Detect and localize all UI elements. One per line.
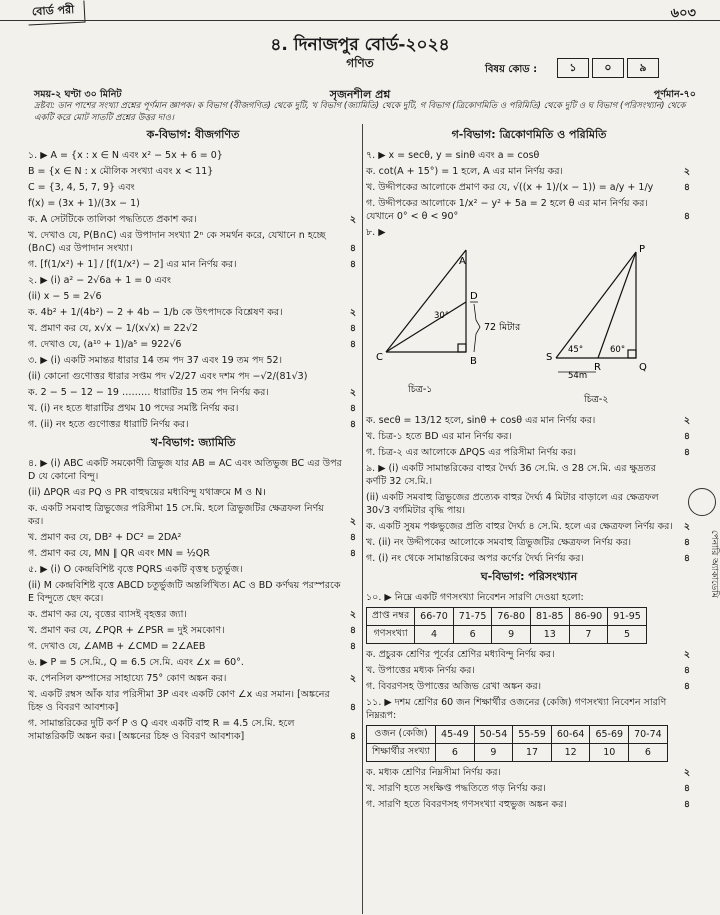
table-cell: 12 (551, 744, 590, 762)
table-cell: 76-80 (492, 608, 531, 626)
question-stem: B = {x ∈ N : x মৌলিক সংখ্যা এবং x < 11} (28, 166, 214, 177)
question-stem: f(x) = (3x + 1)/(3x − 1) (28, 198, 140, 209)
table-cell: 10 (590, 744, 629, 762)
table-cell: 9 (492, 626, 531, 644)
table-row (367, 626, 647, 644)
table-cell: 71-75 (453, 608, 492, 626)
table-cell: 91-95 (608, 608, 647, 626)
question-stem: ৪. ▶ (i) ABC একটি সমকোণী ত্রিভুজ যার AB = AC এবং অতিভুজ BC এর উপর D যে কোনো বিন্দু। (28, 458, 342, 482)
sub-question: ক. cot(A + 15°) = 1 হলে, A এর মান নির্ণয় কর। ২ (366, 166, 690, 177)
code-digit: ১ (557, 58, 589, 78)
table-cell: 55-59 (513, 726, 552, 744)
sub-question: ক. মধ্যক শ্রেণির নিম্নসীমা নির্ণয় কর। ২ (366, 767, 690, 778)
table-cell: 60-64 (551, 726, 590, 744)
table-cell: 70-74 (629, 726, 668, 744)
board-title: ৪. দিনাজপুর বোর্ড-২০২৪ (270, 35, 450, 55)
fig2-angle-1: 45° (568, 345, 584, 355)
figure-1 (386, 250, 480, 352)
figures (366, 242, 692, 414)
table-cell: 9 (474, 744, 513, 762)
table-cell: 86-90 (569, 608, 608, 626)
table-cell: 13 (531, 626, 570, 644)
question-stem: ৫. ▶ (i) O কেন্দ্রবিশিষ্ট বৃত্তে PQRS একটি বৃত্তস্থ চতুর্ভুজ। (28, 564, 243, 575)
sub-question: খ. প্রমাণ কর যে, DB² + DC² = 2DA² ৪ (28, 532, 356, 543)
sub-question: ক. পেনসিল কম্পাসের সাহায্যে 75° কোণ অঙ্কন কর। ২ (28, 673, 356, 684)
sub-question: গ. [f(1/x²) + 1] / [f(1/x²) − 2] এর মান নির্ণয় কর। ৪ (28, 259, 356, 270)
frequency-table-1 (366, 607, 647, 644)
table-row (367, 726, 668, 744)
fig2-base: 54m (568, 371, 588, 381)
code-digit: ৯ (627, 58, 659, 78)
left-column (28, 126, 358, 746)
sub-question: ক. প্রমাণ কর যে, বৃত্তের ব্যাসই বৃহত্তর জ্যা। ২ (28, 609, 356, 620)
fig2-caption: চিত্র-২ (584, 394, 609, 405)
question-stem: (ii) ΔPQR এর PQ ও PR বাহুদ্বয়ের মধ্যবিন্দু যথাক্রমে M ও N। (28, 487, 266, 498)
question-stem: ৩. ▶ (i) একটি সমান্তর ধারার 14 তম পদ 37 এবং 19 তম পদ 52। (28, 355, 283, 366)
sub-question: খ. সারণি হতে সংক্ষিপ্ত পদ্ধতিতে গড় নির্ণয় কর। ৪ (366, 783, 690, 794)
question-stem: ১১. ▶ দশম শ্রেণির 60 জন শিক্ষার্থীর ওজনের (কেজি) গণসংখ্যা নিবেশন সারণি নিম্নরূপ: (366, 697, 667, 721)
table-header-cell: গণসংখ্যা (367, 626, 415, 644)
sub-question: ক. A সেটটিকে তালিকা পদ্ধতিতে প্রকাশ কর। ২ (28, 214, 356, 225)
sub-question: খ. দেখাও যে, P(B∩C) এর উপাদান সংখ্যা 2ⁿ কে সমর্থন করে, যেখানে n হচ্ছে (B∩C) এর উপাদান সংখ্যা। ৪ (28, 230, 356, 254)
question-stem: ৮. ▶ (366, 227, 386, 238)
table-cell: 5 (608, 626, 647, 644)
trig-figures (366, 242, 692, 414)
sub-question: ক. 2 − 5 − 12 − 19 ……… ধারাটির 15 তম পদ নির্ণয় কর। ২ (28, 387, 356, 398)
question-stem: ২. ▶ (i) a² − 2√6a + 1 = 0 এবং (28, 275, 171, 286)
fig1-label-b: B (470, 356, 477, 367)
full-marks: পূর্ণমান-৭০ (653, 89, 696, 100)
instructions: দ্রষ্টব্য: ডান পাশের সংখ্যা প্রশ্নের পূর্ণমান জ্ঞাপক। ক বিভাগ (বীজগণিত) থেকে দুটি, খ বিভাগ (জ্যামিতি) থেকে দুটি, গ বিভাগ (ত্রিকোণমিতি ও পরিমিতি) থেকে দুটি ও ঘ বিভাগ (পরিসংখ্যান) থেকে একটি করে মোট সাতটি প্রশ্নের উত্তর দাও। (34, 101, 686, 123)
publisher-logo-icon (688, 488, 716, 516)
header-divider (0, 20, 720, 21)
sub-question: ক. secθ = 13/12 হলে, sinθ + cosθ এর মান নির্ণয় কর। ২ (366, 415, 690, 426)
sub-question: খ. (i) নং হতে ধারাটির প্রথম 10 পদের সমষ্টি নির্ণয় কর। ৪ (28, 403, 356, 414)
sub-question: গ. প্রমাণ কর যে, MN ∥ QR এবং MN = ½QR ৪ (28, 548, 356, 559)
sub-question: ক. একটি সুষম পঞ্চভুজের প্রতি বাহুর দৈর্ঘ্য ৪ সে.মি. হলে এর ক্ষেত্রফল নির্ণয় কর। ২ (366, 521, 690, 532)
question-stem: ১০. ▶ নিম্নে একটি গণসংখ্যা নিবেশন সারণি দেওয়া হলো: (366, 592, 584, 603)
section-heading: ঘ-বিভাগ: পরিসংখ্যান (480, 570, 578, 583)
sub-question: খ. প্রমাণ কর যে, ∠PQR + ∠PSR = দুই সমকোণ। ৪ (28, 625, 356, 636)
corner-tag: বোর্ড পরী (27, 1, 85, 26)
question-stem: (ii) একটি সমবাহু ত্রিভুজের প্রত্যেক বাহুর দৈর্ঘ্য 4 মিটার বাড়ালে এর ক্ষেত্রফল 30√3 বর্গমিটার বৃদ্ধি পায়। (366, 492, 659, 516)
table-cell: 4 (415, 626, 454, 644)
sub-question: খ. উদ্দীপকের আলোকে প্রমাণ কর যে, √((x + 1)/(x − 1)) = a/y + 1/y ৪ (366, 182, 690, 193)
page-number: ৬০৩ (670, 6, 696, 21)
table-row (367, 608, 647, 626)
sub-question: ক. প্রচুরক শ্রেণির পূর্বের শ্রেণির মধ্যবিন্দু নির্ণয় কর। ২ (366, 649, 690, 660)
fig1-label-a: A (459, 256, 466, 267)
fig1-angle: 30° (434, 311, 450, 321)
question-stem: ১. ▶ A = {x : x ∈ N এবং x² − 5x + 6 = 0} (28, 150, 223, 161)
fig2-label-q: Q (639, 362, 647, 373)
table-header-cell: শিক্ষার্থীর সংখ্যা (367, 744, 436, 762)
question-stem: (ii) x − 5 = 2√6 (28, 291, 102, 302)
table-cell: 81-85 (531, 608, 570, 626)
sub-question: গ. সারণি হতে বিবরণসহ গণসংখ্যা বহুভুজ অঙ্কন কর। ৪ (366, 799, 690, 810)
table-cell: 7 (569, 626, 608, 644)
question-stem: ৬. ▶ P = 5 সে.মি., Q = 6.5 সে.মি. এবং ∠x = 60°. (28, 657, 244, 668)
question-stem: ৯. ▶ (i) একটি সামান্তরিকের বাহুর দৈর্ঘ্য 36 সে.মি. ও 28 সে.মি. এর ক্ষুদ্রতর কর্ণটি 32 সে.মি.। (366, 463, 656, 487)
sub-question: গ. উদ্দীপকের আলোকে 1/x² − y² + 5a = 2 হলে θ এর মান নির্ণয় কর। যেখানে 0° < θ < 90° ৪ (366, 198, 690, 222)
fig2-angle-2: 60° (610, 345, 626, 355)
subject-code-label: বিষয় কোড : (485, 64, 538, 75)
table-cell: 6 (436, 744, 475, 762)
table-cell: 45-49 (436, 726, 475, 744)
sub-question: খ. (ii) নং উদ্দীপকের আলোকে সমবাহু ত্রিভুজটির ক্ষেত্রফল নির্ণয় কর। ৪ (366, 537, 690, 548)
section-heading: খ-বিভাগ: জ্যামিতি (150, 436, 236, 449)
sub-question: গ. দেখাও যে, ∠AMB + ∠CMD = 2∠AEB ৪ (28, 641, 356, 652)
sub-question: ক. একটি সমবাহু ত্রিভুজের পরিসীমা 15 সে.মি. হলে ত্রিভুজটির ক্ষেত্রফল নির্ণয় কর। ২ (28, 503, 356, 527)
side-stamp: পেনারি অ্যাকাডেমি (709, 530, 719, 598)
fig2-label-p: P (639, 244, 646, 255)
question-type: সৃজনশীল প্রশ্ন (329, 88, 391, 101)
column-divider (362, 124, 363, 914)
frequency-table-2 (366, 725, 668, 762)
table-cell: 66-70 (415, 608, 454, 626)
fig1-label-c: C (376, 352, 383, 363)
table-header-cell: ওজন (কেজি) (367, 726, 436, 744)
sub-question: খ. প্রমাণ কর যে, x√x − 1/(x√x) = 22√2 ৪ (28, 323, 356, 334)
table-cell: 17 (513, 744, 552, 762)
fig2-label-r: R (594, 362, 601, 373)
section-heading: ক-বিভাগ: বীজগণিত (146, 128, 240, 141)
subject-title: গণিত (346, 56, 374, 70)
table-cell: 6 (453, 626, 492, 644)
sub-question: খ. চিত্র-১ হতে BD এর মান নির্ণয় কর। ৪ (366, 431, 690, 442)
exam-time: সময়-২ ঘণ্টা ৩০ মিনিট (34, 89, 122, 100)
table-row (367, 744, 668, 762)
question-stem: C = {3, 4, 5, 7, 9} এবং (28, 182, 135, 193)
sub-question: গ. (i) নং থেকে সামান্তরিকের অপর কর্ণের দৈর্ঘ্য নির্ণয় কর। ৪ (366, 553, 690, 564)
question-stem: (ii) M কেন্দ্রবিশিষ্ট বৃত্তে ABCD চতুর্ভুজটি অন্তর্লিখিত। AC ও BD কর্ণদ্বয় পরস্পরকে E বিন্দুতে ছেদ করে। (28, 580, 341, 604)
table-cell: 6 (629, 744, 668, 762)
question-stem: (ii) কোনো গুণোত্তর ধারার সপ্তম পদ √2/27 এবং দশম পদ −√2/(81√3) (28, 371, 308, 382)
right-column (366, 126, 692, 814)
fig1-label-d: D (470, 291, 478, 302)
sub-question: খ. উপাত্তের মধ্যক নির্ণয় কর। ৪ (366, 665, 690, 676)
section-heading: গ-বিভাগ: ত্রিকোণমিতি ও পরিমিতি (451, 128, 607, 141)
table-cell: 65-69 (590, 726, 629, 744)
sub-question: খ. একটি রম্বস আঁক যার পরিসীমা 3P এবং একটি কোণ ∠x এর সমান। [অঙ্কনের চিহ্ন ও বিবরণ আবশ্যক] ৪ (28, 689, 356, 713)
subject-code-boxes (554, 58, 659, 78)
question-stem: ৭. ▶ x = secθ, y = sinθ এবং a = cosθ (366, 150, 540, 161)
sub-question: ক. 4b² + 1/(4b²) − 2 + 4b − 1/b কে উৎপাদকে বিশ্লেষণ কর। ২ (28, 307, 356, 318)
sub-question: গ. বিবরণসহ উপাত্তের অজিভ রেখা অঙ্কন কর। ৪ (366, 681, 690, 692)
code-digit: ০ (592, 58, 624, 78)
fig2-label-s: S (546, 352, 553, 363)
table-header-cell: প্রাপ্ত নম্বর (367, 608, 415, 626)
sub-question: গ. সামান্তরিকের দুটি কর্ণ P ও Q এবং একটি বাহু R = 4.5 সে.মি. হলে সামান্তরিকটি অঙ্কন কর। [অঙ্কনের চিহ্ন ও বিবরণ আবশ্যক] ৪ (28, 718, 356, 742)
sub-question: গ. চিত্র-২ এর আলোকে ΔPQS এর পরিসীমা নির্ণয় কর। ৪ (366, 447, 690, 458)
fig1-caption: চিত্র-১ (408, 384, 433, 395)
sub-question: গ. (ii) নং হতে গুণোত্তর ধারাটি নির্ণয় কর। ৪ (28, 419, 356, 430)
sub-question: গ. দেখাও যে, (a¹⁰ + 1)/a⁵ = 922√6 ৪ (28, 339, 356, 350)
table-cell: 50-54 (474, 726, 513, 744)
fig1-height: 72 মিটার (484, 322, 521, 333)
